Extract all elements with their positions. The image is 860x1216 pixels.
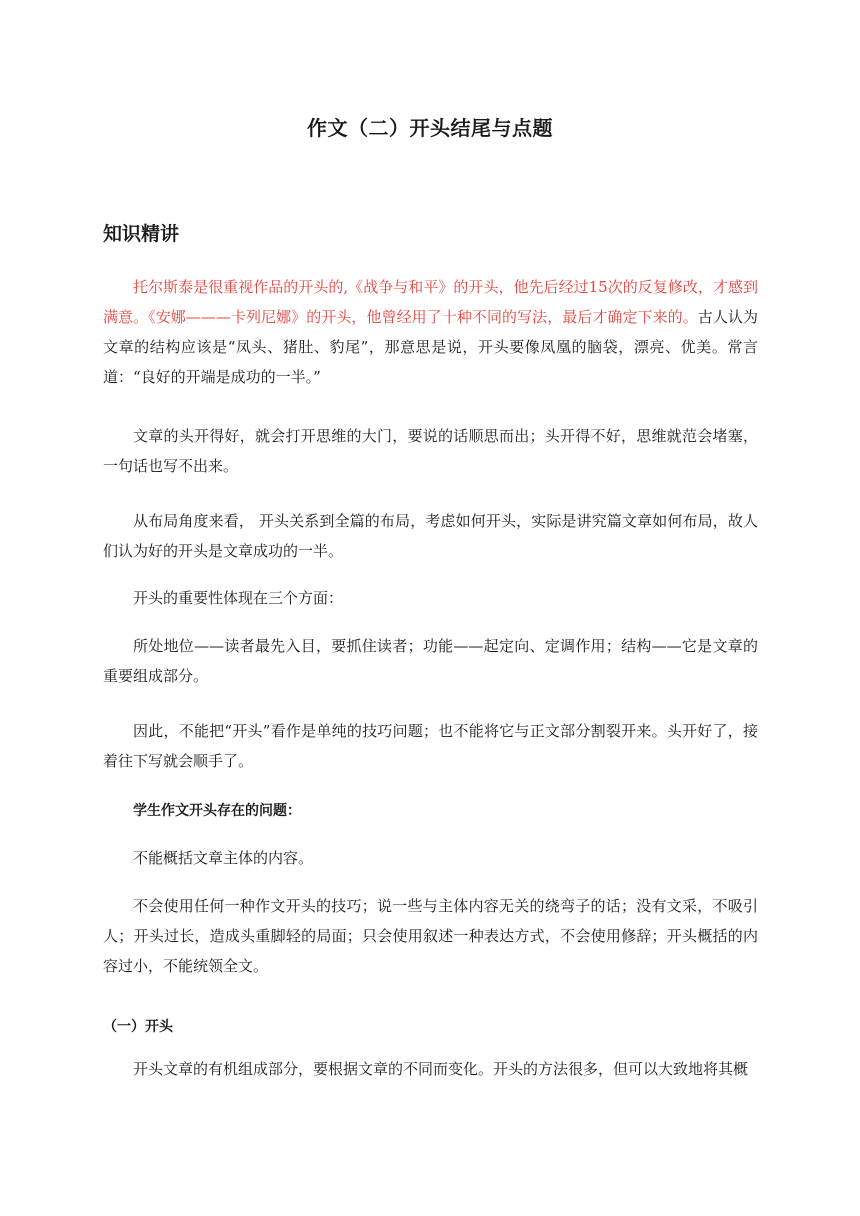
paragraph-importance: 开头的重要性体现在三个方面： <box>133 589 344 607</box>
paragraph-therefore: 因此，不能把“开头”看作是单纯的技巧问题；也不能将它与正文部分割裂开来。头开好了，接着往下写就会顺手了。 <box>103 722 758 770</box>
paragraph-problem-list: 不会使用任何一种作文开头的技巧；说一些与主体内容无关的绕弯子的话；没有文采，不吸引人；开头过长，造成头重脚轻的局面；只会使用叙述一种表达方式，不会使用修辞；开头概括的内容过小，不能统领全文。 <box>103 897 758 975</box>
highlighted-text: 托尔斯泰是很重视作品的开头的,《战争与和平》的开头，他先后经过15次的反复修改，才感到满意。《安娜———卡列尼娜》的开头，他曾经用了十种不同的写法，最后才确定下来的。 <box>103 278 758 326</box>
paragraph-problem-1: 不能概括文章主体的内容。 <box>133 849 314 867</box>
problems-heading: 学生作文开头存在的问题： <box>133 803 301 819</box>
document-title: 作文（二）开头结尾与点题 <box>307 116 553 140</box>
paragraph-aspects: 所处地位——读者最先入目，要抓住读者；功能——起定向、定调作用；结构——它是文章的重要组成部分。 <box>103 637 758 685</box>
paragraph-thinking: 文章的头开得好，就会打开思维的大门，要说的话顺思而出；头开得不好，思维就范会堵塞，一句话也写不出来。 <box>103 427 758 475</box>
paragraph-intro <box>103 272 758 392</box>
body-text: 古人认为文章的结构应该是“凤头、猪肚、豹尾”，那意思是说，开头要像凤凰的脑袋，漂亮、优美。常言道：“良好的开端是成功的一半。” <box>103 308 758 386</box>
paragraph-opening: 开头文章的有机组成部分，要根据文章的不同而变化。开头的方法很多，但可以大致地将其概 <box>133 1060 749 1078</box>
sub-heading-opening: （一）开头 <box>103 1019 173 1035</box>
section-heading: 知识精讲 <box>103 223 180 245</box>
paragraph-layout: 从布局角度来看， 开头关系到全篇的布局，考虑如何开头，实际是讲究篇文章如何布局，故人们认为好的开头是文章成功的一半。 <box>103 512 758 560</box>
